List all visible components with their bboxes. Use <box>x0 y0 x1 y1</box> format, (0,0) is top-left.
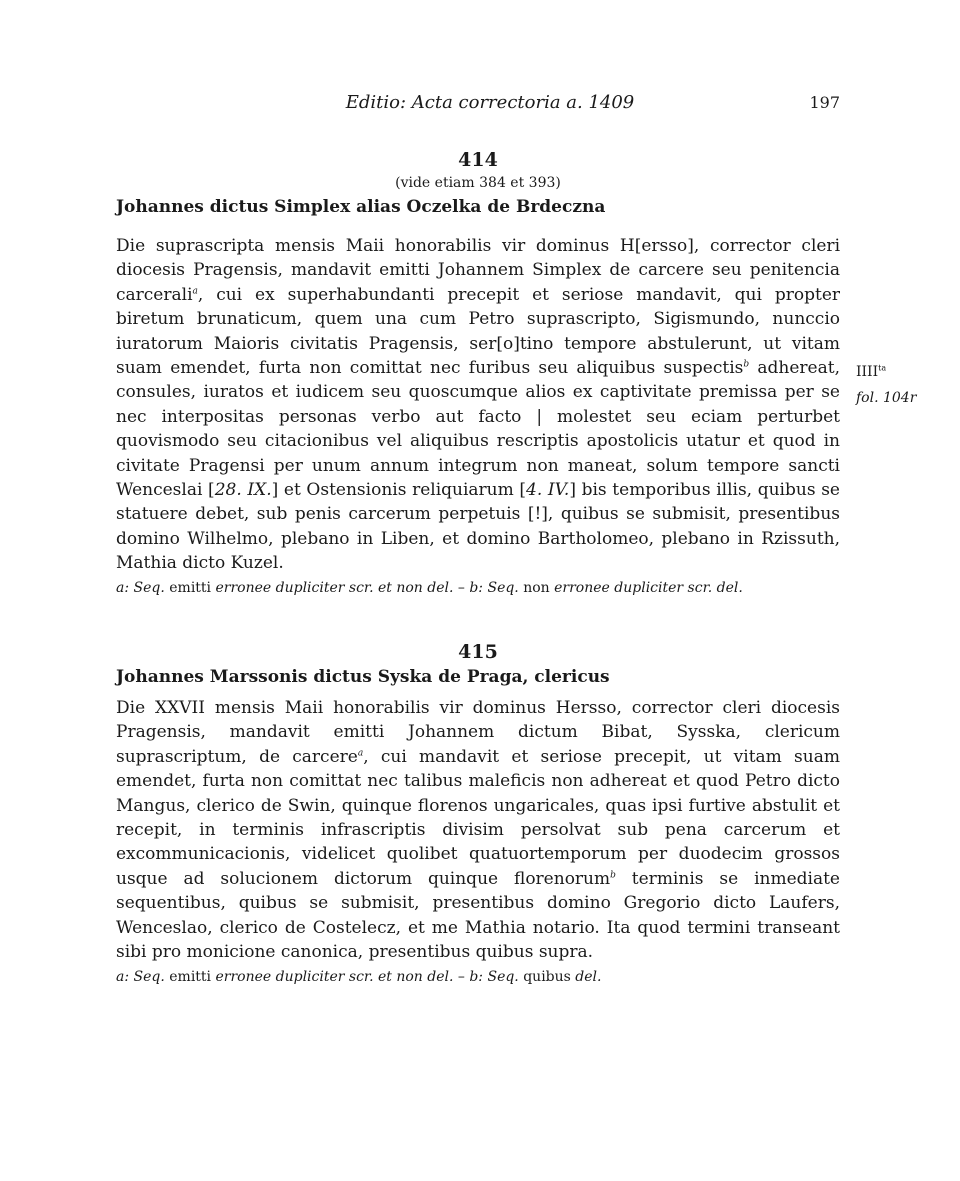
entry-415 <box>116 640 840 964</box>
footnote-415 <box>116 967 840 987</box>
footnote-marker: b <box>610 870 616 881</box>
footnote-note: erronee dupliciter scr. del. <box>554 580 743 596</box>
page-number: 197 <box>809 93 840 112</box>
footnote-414 <box>116 578 840 598</box>
entry-414 <box>116 148 840 576</box>
footnote-marker: a <box>357 748 364 759</box>
body-text: Die suprascripta mensis Maii honorabilis vir dominus H[ersso], corrector cleri diocesis Pragensis, mandavit emitti Johannem Simplex de carcere seu penitencia carcerali <box>116 236 840 305</box>
body-text: , cui mandavit et seriose precepit, ut vitam suam emendet, furta non comittat nec talibus maleficis non adhereat et quod Petro dicto Mangus, clerico de Swin, quinque florenos ungaricales, quas ipsi furtive abstulit et recepit, in terminis infrascriptis divisim persolvat sub pena carcerum et excommunicacionis, videlicet quolibet quatuortemporum per duodecim grossos usque ad solucionem dictorum quinque florenorum <box>116 746 840 889</box>
footnote-word: emitti <box>169 969 212 985</box>
footnote-note: del. <box>575 969 602 985</box>
footnote-marker: b <box>743 359 750 370</box>
footnote-label: a: Seq. <box>116 580 165 596</box>
footnote-separator: – <box>457 580 465 596</box>
entry-body <box>116 234 840 576</box>
body-text: adhereat, consules, iuratos et iudicem seu quoscumque alios ex captivitate premissa per se nec interpositas personas verbo aut facto | molestet seu eciam perturbet quovismodo seu citacionibus vel aliquibus rescriptis apostolicis utatur et quod in civitate Pragensi per unum annum integrum non maneat, solum tempore sancti Wenceslai [ <box>116 358 840 501</box>
entry-reference: (vide etiam 384 et 393) <box>395 175 561 191</box>
body-text: ] bis temporibus illis, quibus se statuere debet, sub penis carcerum perpetuis [!], quibus se submisit, presentibus domino Wilhelmo, plebano in Liben, et domino Bartholomeo, plebano in Rzissuth, Mathia dicto Kuzel. <box>116 480 840 574</box>
footnote-word: quibus <box>523 969 571 985</box>
body-text: ] et Ostensionis reliquiarum [ <box>271 480 527 501</box>
entry-body <box>116 696 840 964</box>
body-text: , cui ex superhabundanti precepit et seriose mandavit, qui propter biretum brunaticum, quem una cum Petro suprascripto, Sigismundo, nunccio iuratorum Maioris civitatis Pragensis, ser[o]tino tempore abstulerunt, ut vitam suam emendet, furta non comittat nec furibus seu aliquibus suspectis <box>116 284 840 379</box>
footnote-label: b: Seq. <box>469 580 519 596</box>
running-title: Editio: Acta correctoria a. 1409 <box>345 92 635 113</box>
footnote-label: a: Seq. <box>116 969 165 985</box>
entry-title: Johannes dictus Simplex alias Oczelka de Brdeczna <box>116 197 606 217</box>
margin-folio: fol. 104r <box>856 390 917 406</box>
footnote-note: erronee dupliciter scr. et non del. <box>215 580 454 596</box>
footnote-word: non <box>523 580 550 596</box>
entry-number: 414 <box>458 149 498 171</box>
body-text: Die XXVII mensis Maii honorabilis vir dominus Hersso, corrector cleri diocesis Pragensis, mandavit emitti Johannem dictum Bibat, Sysska, clericum suprascriptum, de carcere <box>116 698 840 767</box>
margin-numeral <box>856 362 886 382</box>
body-text: terminis se inmediate sequentibus, quibus se submisit, presentibus domino Gregorio dicto Laufers, Wenceslao, clerico de Costelecz, et me Mathia notario. Ita quod termini transeant sibi pro monicione canonica, presentibus quibus supra. <box>116 868 840 963</box>
footnote-separator: – <box>457 969 465 985</box>
margin-numeral-sup: ta <box>878 363 887 373</box>
footnote-marker: a <box>192 286 198 297</box>
footnote-word: emitti <box>169 580 212 596</box>
entry-number: 415 <box>458 641 498 663</box>
margin-numeral-text: IIII <box>856 364 879 380</box>
entry-title: Johannes Marssonis dictus Syska de Praga, clericus <box>116 667 610 687</box>
footnote-label: b: Seq. <box>469 969 519 985</box>
date-annotation: 4. IV. <box>526 480 570 501</box>
date-annotation: 28. IX. <box>214 480 272 501</box>
footnote-note: erronee dupliciter scr. et non del. <box>215 969 454 985</box>
